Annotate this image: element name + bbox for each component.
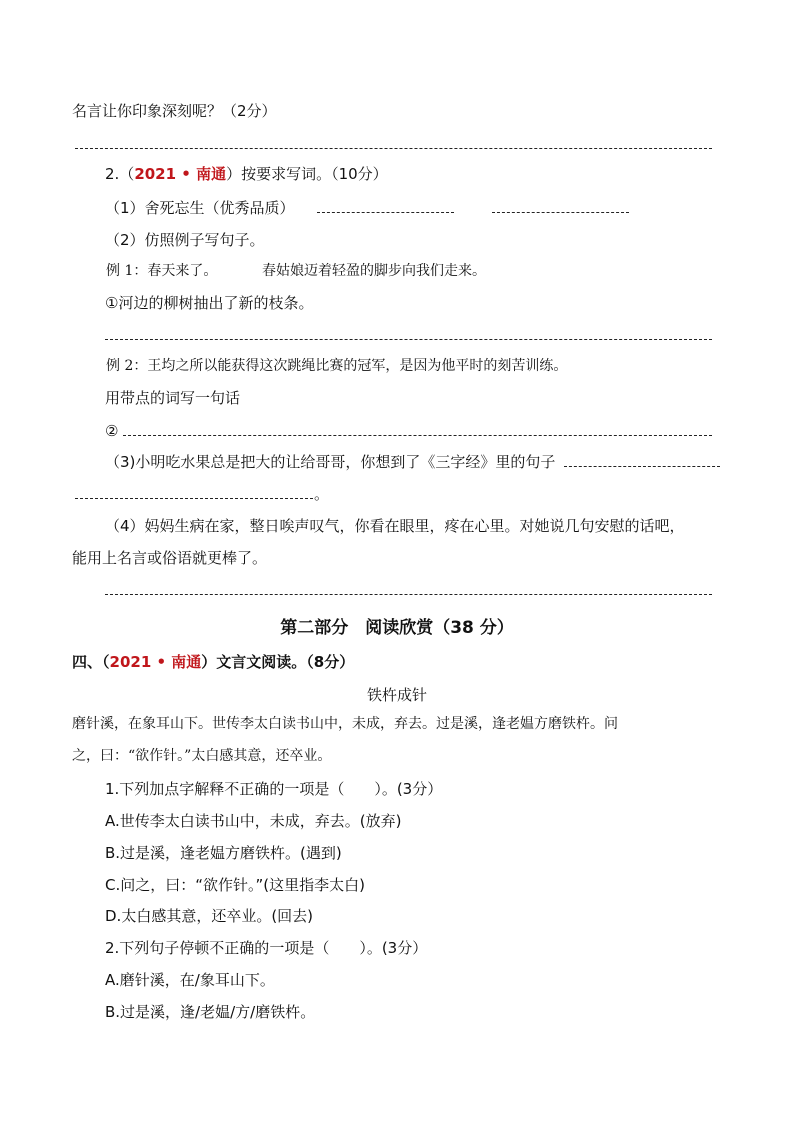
- answer-blank[interactable]: [317, 200, 454, 213]
- q2-instruction: 用带点的词写一句话: [105, 389, 241, 407]
- q2-sub4-line2: 能用上名言或俗语就更棒了。: [72, 549, 268, 567]
- section4-source: 2021 • 南通: [109, 653, 202, 671]
- q2-text: ）按要求写词。（10分）: [226, 165, 388, 183]
- answer-blank[interactable]: [492, 200, 629, 213]
- q2-item2: ②: [105, 422, 119, 440]
- reading-q2-option-b[interactable]: B.过是溪，逢/老媪/方/磨铁杵。: [105, 1003, 316, 1021]
- reading-q1-option-a[interactable]: A.世传李太白读书山中，未成，弃去。(放弃): [105, 812, 402, 830]
- section4-num: 四、（: [72, 653, 110, 671]
- q2-sub1-label: （1）舍死忘生（优秀品质）: [105, 199, 295, 217]
- part2-heading: 第二部分 阅读欣赏（38 分）: [280, 618, 514, 638]
- answer-line[interactable]: [105, 339, 712, 340]
- q2-sub3: （3)小明吃水果总是把大的让给哥哥，你想到了《三字经》里的句子: [105, 453, 556, 471]
- q2-example1-b: 春姑娘迈着轻盈的脚步向我们走来。: [262, 263, 486, 279]
- q2-title: [105, 164, 388, 184]
- q2-sub3-end: 。: [314, 485, 330, 503]
- answer-line[interactable]: [105, 594, 712, 595]
- q1-tail-text: 名言让你印象深刻呢？（2分）: [72, 102, 277, 120]
- reading-q1-stem: 1.下列加点字解释不正确的一项是（ ）。(3分）: [105, 780, 443, 798]
- reading-q1-option-d[interactable]: D.太白感其意，还卒业。(回去): [105, 907, 314, 925]
- q2-sub1: [105, 198, 629, 218]
- section4-title: [72, 652, 354, 672]
- reading-q1-option-c[interactable]: C.问之，曰：“欲作针。”(这里指李太白): [105, 876, 365, 894]
- answer-line[interactable]: [564, 466, 720, 467]
- passage-title: 铁杵成针: [366, 686, 427, 704]
- answer-line[interactable]: [75, 148, 712, 149]
- q2-source: 2021 • 南通: [134, 165, 227, 183]
- reading-q2-option-a[interactable]: A.磨针溪，在/象耳山下。: [105, 971, 275, 989]
- q2-sub4-line1: （4）妈妈生病在家，整日唉声叹气，你看在眼里，疼在心里。对她说几句安慰的话吧，: [105, 517, 685, 535]
- q2-sub2-label: （2）仿照例子写句子。: [105, 231, 265, 249]
- passage-line1: 磨针溪，在象耳山下。世传李太白读书山中，未成，弃去。过是溪，逢老媪方磨铁杵。问: [72, 716, 618, 732]
- q2-num: 2.（: [105, 165, 135, 183]
- answer-line[interactable]: [123, 435, 712, 436]
- answer-line[interactable]: [75, 498, 313, 499]
- q2-example2: 例 2：王均之所以能获得这次跳绳比赛的冠军，是因为他平时的刻苦训练。: [106, 358, 568, 374]
- q2-item1: ①河边的柳树抽出了新的枝条。: [105, 294, 314, 312]
- reading-q2-stem: 2.下列句子停顿不正确的一项是（ ）。(3分）: [105, 939, 428, 957]
- reading-q1-option-b[interactable]: B.过是溪，逢老媪方磨铁杵。(遇到): [105, 844, 342, 862]
- section4-text: ）文言文阅读。（8分）: [201, 653, 355, 671]
- q2-example1-a: 例 1：春天来了。: [106, 263, 218, 279]
- passage-line2: 之，曰：“欲作针。”太白感其意，还卒业。: [72, 748, 332, 764]
